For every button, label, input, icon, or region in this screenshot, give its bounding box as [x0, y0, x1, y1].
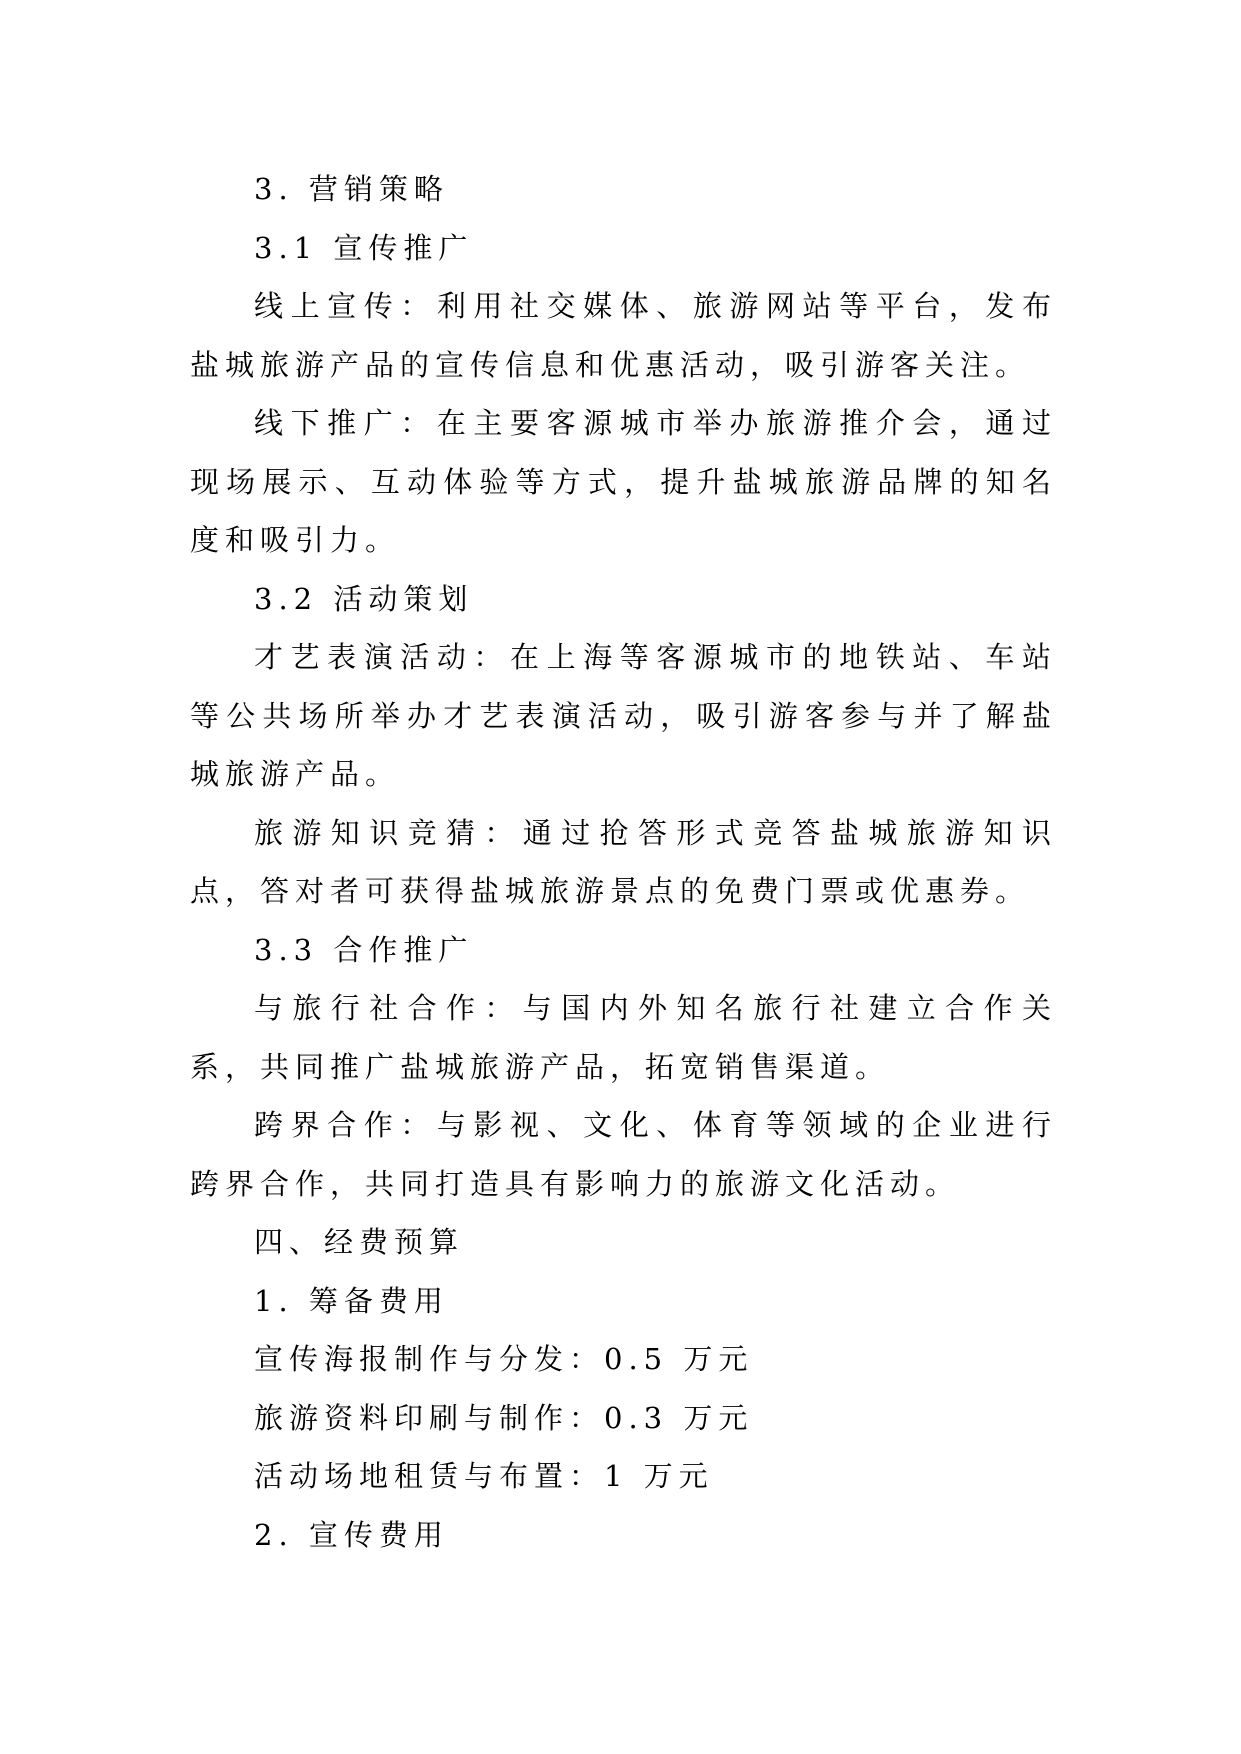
budget-item-printing: 旅游资料印刷与制作：0.3 万元 — [254, 1400, 754, 1435]
budget-heading-promotion: 2. 宣传费用 — [254, 1517, 449, 1552]
section-heading-marketing-strategy: 3. 营销策略 — [254, 172, 449, 206]
subsection-heading-event-planning: 3.2 活动策划 — [254, 581, 474, 616]
paragraph-crossover: 跨界合作：与影视、文化、体育等领域的企业进行跨界合作，共同打造具有影响力的旅游文化活动。 — [190, 1108, 1057, 1201]
budget-item-venue: 活动场地租赁与布置：1 万元 — [254, 1459, 714, 1493]
subsection-heading-cooperation: 3.3 合作推广 — [254, 932, 474, 967]
paragraph-offline-promotion: 线下推广：在主要客源城市举办旅游推介会，通过现场展示、互动体验等方式，提升盐城旅游品牌的知名度和吸引力。 — [190, 406, 1057, 557]
paragraph-online-promotion: 线上宣传：利用社交媒体、旅游网站等平台，发布盐城旅游产品的宣传信息和优惠活动，吸引游客关注。 — [190, 289, 1057, 382]
document-body — [190, 160, 1057, 1564]
paragraph-talent-show: 才艺表演活动：在上海等客源城市的地铁站、车站等公共场所举办才艺表演活动，吸引游客参与并了解盐城旅游产品。 — [190, 640, 1057, 791]
paragraph-quiz: 旅游知识竞猜：通过抢答形式竞答盐城旅游知识点，答对者可获得盐城旅游景点的免费门票或优惠券。 — [190, 815, 1057, 908]
subsection-heading-promotion: 3.1 宣传推广 — [254, 230, 474, 265]
budget-heading-preparation: 1. 筹备费用 — [254, 1283, 449, 1318]
section-heading-budget: 四、经费预算 — [254, 1225, 465, 1259]
paragraph-travel-agency: 与旅行社合作：与国内外知名旅行社建立合作关系，共同推广盐城旅游产品，拓宽销售渠道。 — [190, 991, 1057, 1084]
budget-item-posters: 宣传海报制作与分发：0.5 万元 — [254, 1342, 754, 1376]
